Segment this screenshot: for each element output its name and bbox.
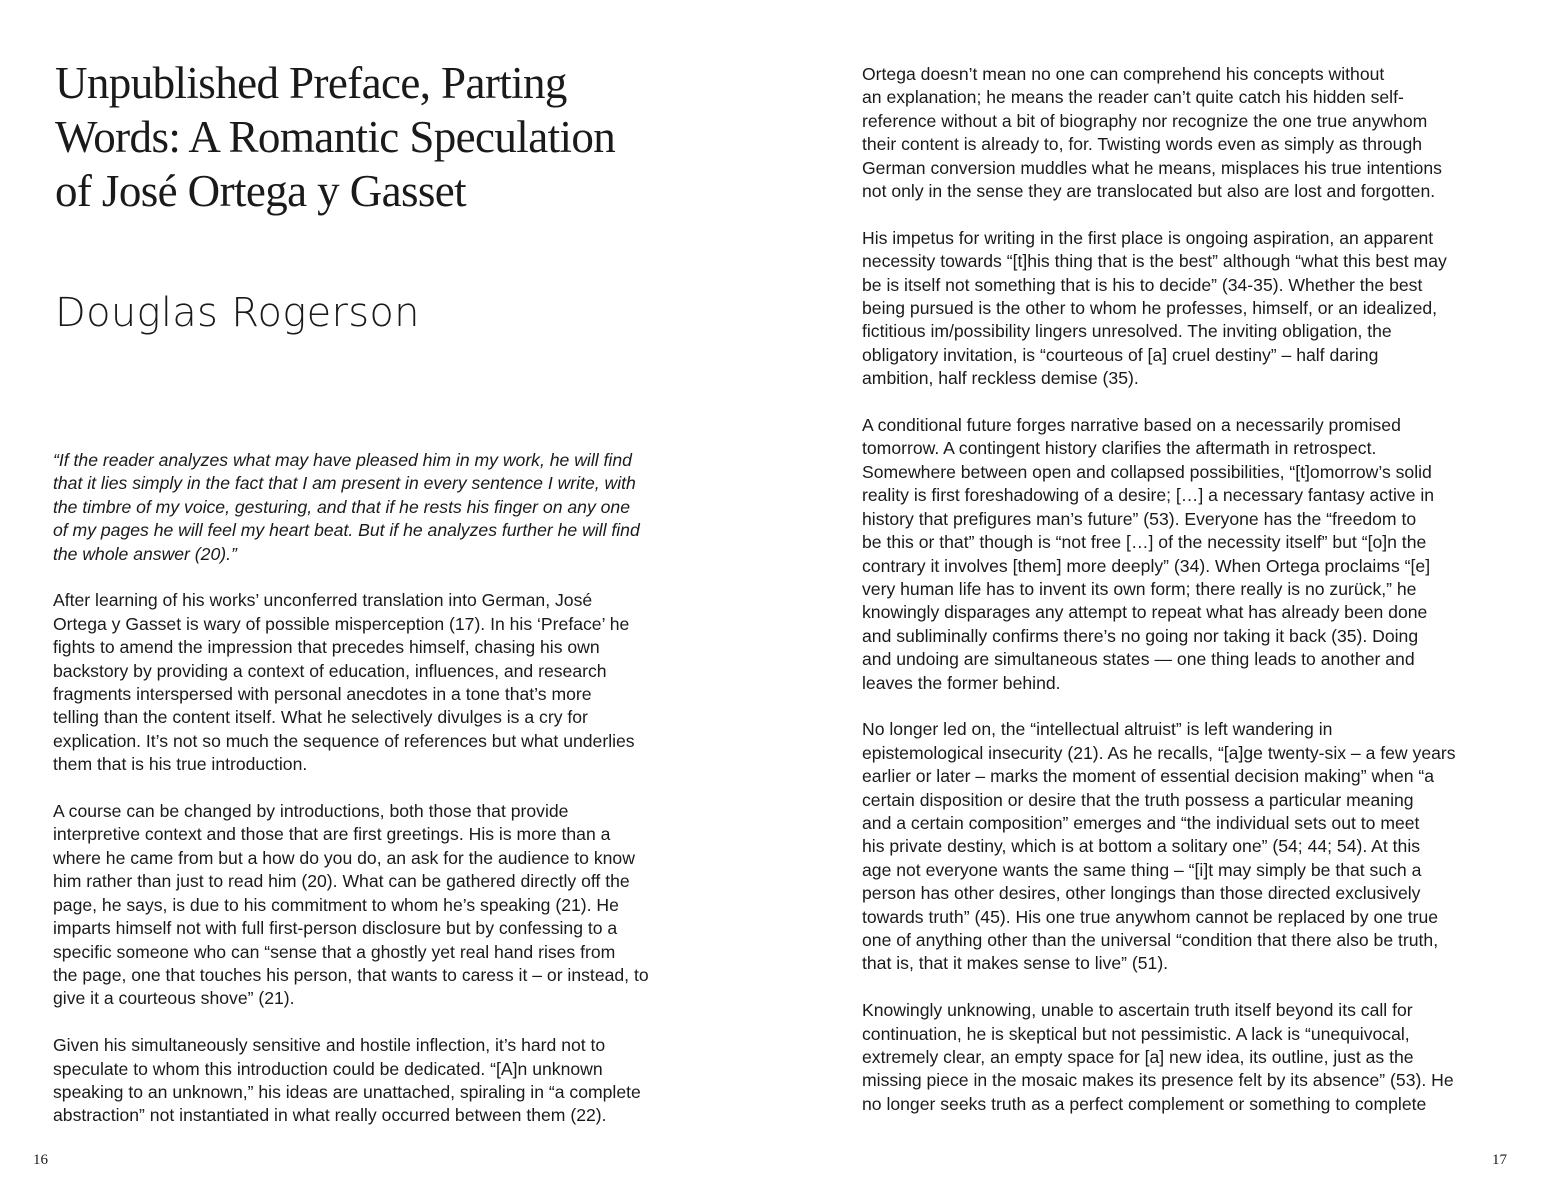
epigraph-line: the timbre of my voice, gesturing, and that if he rests his finger on any one: [53, 496, 630, 517]
text-line: No longer led on, the “intellectual altruist” is left wandering in: [862, 719, 1333, 740]
text-line: his private destiny, which is at bottom a solitary one” (54; 44; 54). At this: [862, 836, 1421, 857]
paragraph: [862, 227, 1512, 391]
text-line: leaves the former behind.: [862, 672, 1061, 693]
text-line: certain disposition or desire that the truth possess a particular meaning: [862, 789, 1414, 810]
text-line: earlier or later – marks the moment of essential decision making” when “a: [862, 766, 1435, 787]
text-line: missing piece in the mosaic makes its presence felt by its absence” (53). He: [862, 1070, 1454, 1091]
left-body-text: [53, 449, 701, 1151]
text-line: very human life has to invent its own form; there really is no zurück,” he: [862, 578, 1417, 599]
text-line: history that prefigures man’s future” (53). Everyone has the “freedom to: [862, 508, 1417, 529]
text-line: Somewhere between open and collapsed possibilities, “[t]omorrow’s solid: [862, 461, 1432, 482]
article-title: [55, 56, 735, 218]
epigraph-line: the whole answer (20).”: [53, 543, 237, 564]
paragraph: [53, 1034, 701, 1128]
paragraph: [53, 589, 701, 776]
page-number: 17: [1492, 1152, 1507, 1168]
paragraph: [862, 63, 1512, 203]
epigraph-line: “If the reader analyzes what may have pleased him in my work, he will find: [53, 450, 632, 470]
text-line: Knowingly unknowing, unable to ascertain truth itself beyond its call for: [862, 1000, 1413, 1021]
text-line: be this or that” though is “not free […] of the necessity itself” but “[o]n the: [862, 532, 1427, 553]
text-line: interpretive context and those that are first greetings. His is more than a: [53, 824, 611, 845]
text-line: an explanation; he means the reader can’t quite catch his hidden self-: [862, 87, 1404, 108]
text-line: their content is already to, for. Twisting words even as simply as through: [862, 134, 1423, 155]
epigraph: [53, 449, 701, 566]
text-line: speaking to an unknown,” his ideas are unattached, spiraling in “a complete: [53, 1081, 641, 1102]
right-body-text: [862, 63, 1512, 1140]
text-line: them that is his true introduction.: [53, 754, 308, 775]
text-line: telling than the content itself. What he selectively divulges is a cry for: [53, 707, 588, 728]
paragraph: [862, 414, 1512, 695]
title-line: Words: A Romantic Speculation: [55, 112, 616, 162]
author-name: Douglas Rogerson: [55, 290, 420, 336]
text-line: and undoing are simultaneous states — one thing leads to another and: [862, 649, 1415, 670]
text-line: ambition, half reckless demise (35).: [862, 368, 1139, 389]
text-line: tomorrow. A contingent history clarifies the aftermath in retrospect.: [862, 438, 1377, 459]
text-line: be is itself not something that is his to decide” (34-35). Whether the best: [862, 274, 1423, 295]
text-line: imparts himself not with full first-person disclosure but by confessing to a: [53, 918, 618, 939]
paragraph: [862, 718, 1512, 975]
text-line: one of anything other than the universal “condition that there also be truth,: [862, 929, 1439, 950]
text-line: the page, one that touches his person, that wants to caress it – or instead, to: [53, 964, 649, 985]
text-line: continuation, he is skeptical but not pessimistic. A lack is “unequivocal,: [862, 1023, 1410, 1044]
text-line: extremely clear, an empty space for [a] new idea, its outline, just as the: [862, 1047, 1414, 1067]
text-line: knowingly disparages any attempt to repeat what has already been done: [862, 602, 1428, 623]
text-line: no longer seeks truth as a perfect complement or something to complete: [862, 1093, 1427, 1114]
text-line: explication. It’s not so much the sequence of references but what underlies: [53, 730, 635, 751]
text-line: fights to amend the impression that precedes himself, chasing his own: [53, 637, 600, 658]
text-line: and subliminally confirms there’s no going nor taking it back (35). Doing: [862, 625, 1419, 646]
text-line: where he came from but a how do you do, an ask for the audience to know: [53, 847, 635, 868]
text-line: German conversion muddles what he means, misplaces his true intentions: [862, 157, 1442, 178]
text-line: reality is first foreshadowing of a desire; […] a necessary fantasy active in: [862, 485, 1435, 506]
epigraph-line: that it lies simply in the fact that I am present in every sentence I write, with: [53, 473, 636, 494]
text-line: fragments interspersed with personal anecdotes in a tone that’s more: [53, 684, 592, 705]
title-line: of José Ortega y Gasset: [55, 166, 467, 216]
paragraph: [53, 800, 701, 1011]
text-line: After learning of his works’ unconferred translation into German, José: [53, 590, 593, 611]
text-line: and a certain composition” emerges and “the individual sets out to meet: [862, 812, 1420, 833]
right-page: [776, 0, 1552, 1199]
text-line: backstory by providing a context of education, influences, and research: [53, 660, 607, 681]
epigraph-line: of my pages he will feel my heart beat. But if he analyzes further he will find: [53, 520, 640, 541]
text-line: Given his simultaneously sensitive and hostile inflection, it’s hard not to: [53, 1035, 606, 1056]
text-line: speculate to whom this introduction could be dedicated. “[A]n unknown: [53, 1058, 603, 1079]
text-line: epistemological insecurity (21). As he recalls, “[a]ge twenty-six – a few years: [862, 742, 1456, 763]
text-line: reference without a bit of biography nor recognize the one true anywhom: [862, 110, 1428, 131]
text-line: fictitious im/possibility lingers unresolved. The inviting obligation, the: [862, 321, 1392, 342]
page-number: 16: [33, 1152, 48, 1168]
text-line: age not everyone wants the same thing – “[i]t may simply be that such a: [862, 859, 1422, 880]
text-line: towards truth” (45). His one true anywhom cannot be replaced by one true: [862, 906, 1439, 927]
text-line: page, he says, is due to his commitment to whom he’s speaking (21). He: [53, 894, 619, 915]
text-line: Ortega doesn’t mean no one can comprehend his concepts without: [862, 64, 1385, 84]
text-line: abstraction” not instantiated in what really occurred between them (22).: [53, 1105, 607, 1126]
text-line: His impetus for writing in the first place is ongoing aspiration, an apparent: [862, 227, 1434, 248]
text-line: him rather than just to read him (20). What can be gathered directly off the: [53, 871, 630, 892]
text-line: contrary it involves [them] more deeply” (34). When Ortega proclaims “[e]: [862, 555, 1431, 576]
title-line: Unpublished Preface, Parting: [55, 58, 567, 108]
text-line: specific someone who can “sense that a ghostly yet real hand rises from: [53, 941, 616, 962]
text-line: A conditional future forges narrative based on a necessarily promised: [862, 415, 1401, 436]
text-line: that is, that it makes sense to live” (51).: [862, 953, 1169, 974]
text-line: not only in the sense they are translocated but also are lost and forgotten.: [862, 181, 1436, 202]
text-line: being pursued is the other to whom he professes, himself, or an idealized,: [862, 298, 1438, 319]
text-line: necessity towards “[t]his thing that is the best” although “what this best may: [862, 251, 1447, 272]
text-line: A course can be changed by introductions, both those that provide: [53, 801, 569, 822]
text-line: give it a courteous shove” (21).: [53, 988, 295, 1009]
text-line: obligatory invitation, is “courteous of [a] cruel destiny” – half daring: [862, 344, 1379, 365]
paragraph: [862, 999, 1512, 1116]
text-line: person has other desires, other longings than those directed exclusively: [862, 883, 1421, 904]
text-line: Ortega y Gasset is wary of possible misperception (17). In his ‘Preface’ he: [53, 613, 630, 634]
